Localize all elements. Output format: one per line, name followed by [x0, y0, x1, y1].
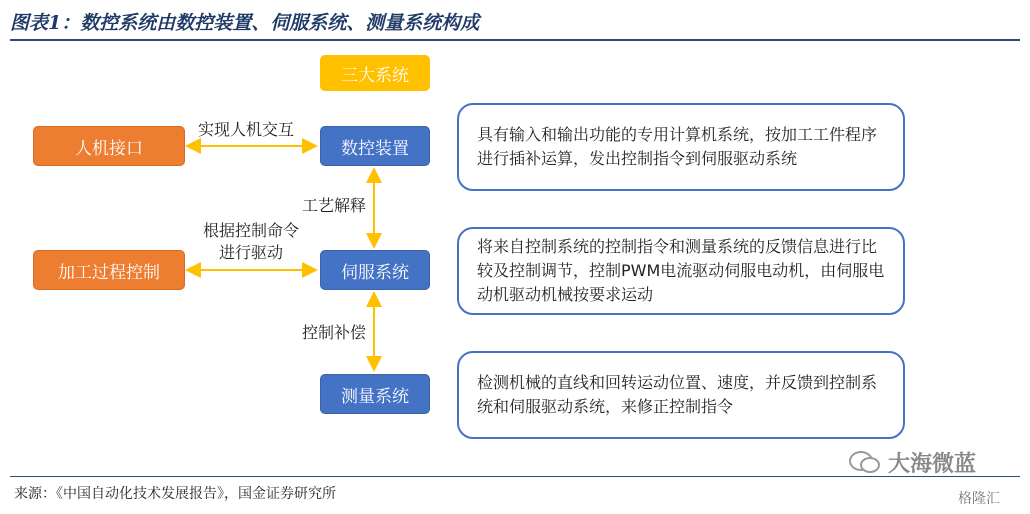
process-link-label-1: 根据控制命令: [203, 221, 300, 240]
cnc-box: 数控装置: [320, 126, 430, 166]
measure-box: 测量系统: [320, 374, 430, 414]
header-box: 三大系统: [320, 55, 430, 91]
wechat-icon: [848, 450, 882, 474]
cnc-description: 具有输入和输出功能的专用计算机系统，按加工工件程序进行插补运算，发出控制指令到伺服驱动系统: [457, 103, 905, 191]
watermark-sub: 格隆汇: [958, 491, 1000, 507]
process-link-label-2: 进行驱动: [219, 243, 284, 262]
hmi-link-label: 实现人机交互: [198, 120, 295, 139]
watermark-main: 大海微蓝: [888, 452, 977, 477]
process-control-box: 加工过程控制: [33, 250, 185, 290]
measure-description: 检测机械的直线和回转运动位置、速度，并反馈到控制系统和伺服驱动系统，来修正控制指令: [457, 351, 905, 439]
servo-description: 将来自控制系统的控制指令和测量系统的反馈信息进行比较及控制调节，控制PWM电流驱动伺服电动机，由伺服电动机驱动机械按要求运动: [457, 227, 905, 315]
servo-box: 伺服系统: [320, 250, 430, 290]
process-interpret-label: 工艺解释: [302, 196, 367, 215]
hmi-box: 人机接口: [33, 126, 185, 166]
control-compensate-label: 控制补偿: [302, 323, 367, 342]
source-rule: [10, 476, 1020, 477]
figure-title: 图表1：数控系统由数控装置、伺服系统、测量系统构成: [10, 12, 480, 34]
source-note: 来源：《中国自动化技术发展报告》，国金证券研究所: [14, 486, 336, 502]
